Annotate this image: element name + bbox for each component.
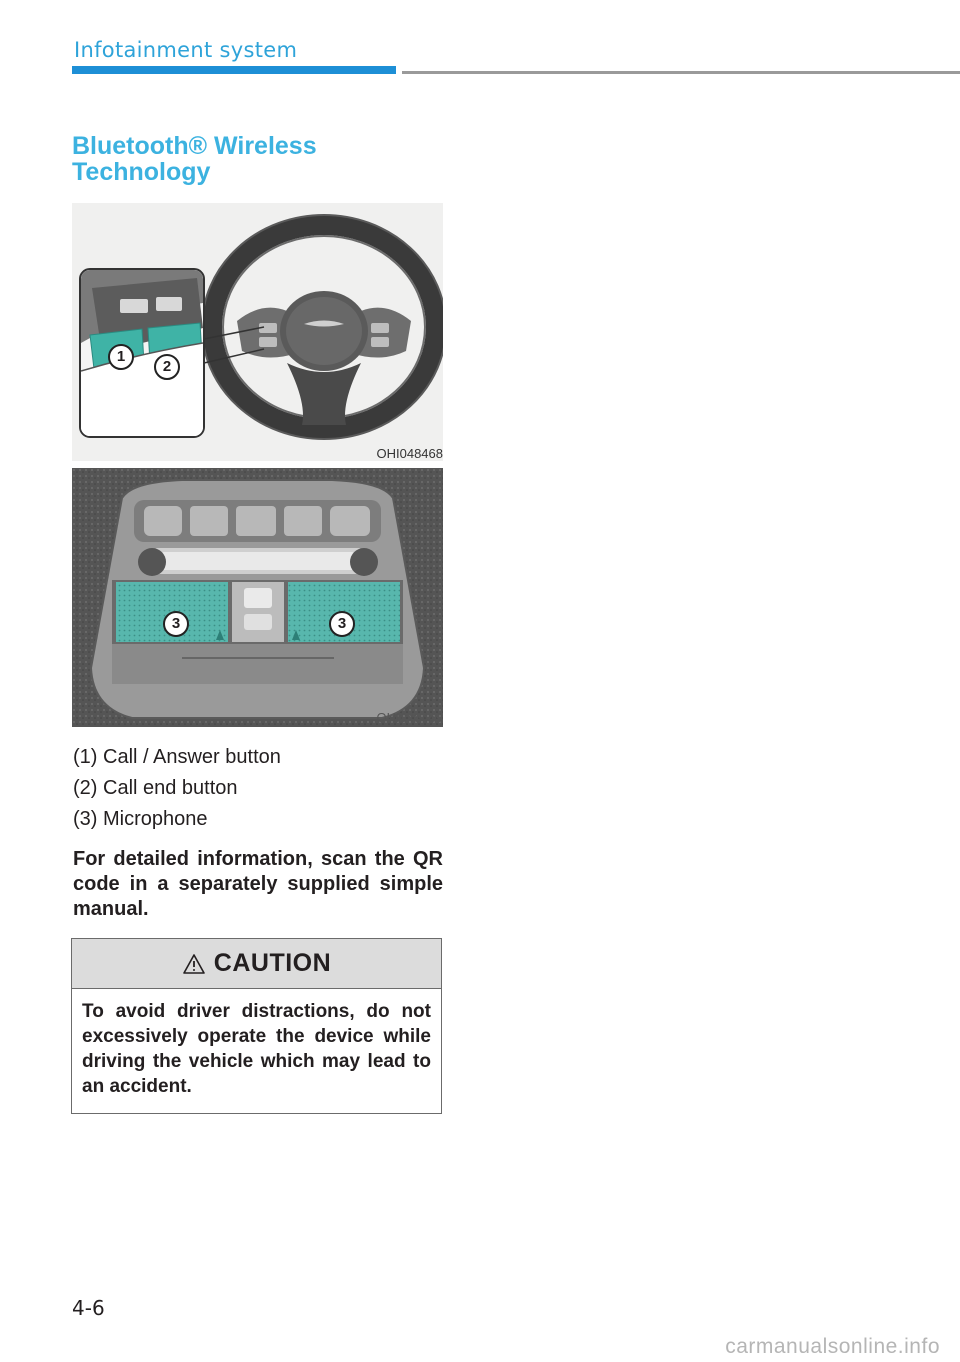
legend-item: (2) Call end button: [73, 777, 238, 799]
running-header: Infotainment system: [74, 38, 298, 62]
callout-2: 2: [154, 354, 180, 380]
callout-3-left: 3: [163, 611, 189, 637]
figure-code: OHI048469: [376, 710, 443, 725]
figure-overhead-console: [72, 468, 443, 727]
warning-triangle-icon: [182, 953, 206, 975]
legend-list: [73, 742, 281, 835]
overhead-console-illustration: [72, 468, 443, 727]
caution-label: CAUTION: [213, 949, 332, 977]
caution-text: To avoid driver distractions, do not excessively operate the device while driving the vehicle which may lead to an accident.: [82, 1001, 431, 1097]
figure-code: OHI048468: [376, 446, 443, 461]
legend-item: (1) Call / Answer button: [73, 746, 281, 768]
steering-wheel-illustration: [72, 203, 443, 461]
watermark: carmanualsonline.info: [725, 1335, 940, 1358]
section-title: Bluetooth® Wireless Technology: [72, 132, 317, 186]
figure-steering-wheel: [72, 203, 443, 461]
caution-box: [71, 938, 442, 1114]
header-rule: [402, 71, 960, 74]
callout-1: 1: [108, 344, 134, 370]
callout-3-right: 3: [329, 611, 355, 637]
page-number: 4-6: [72, 1296, 105, 1320]
legend-item: (3) Microphone: [73, 808, 208, 830]
header-rule-accent: [72, 66, 396, 74]
body-paragraph: For detailed information, scan the QR code in a separately supplied simple manual.: [73, 848, 443, 920]
caution-header: [72, 939, 441, 989]
